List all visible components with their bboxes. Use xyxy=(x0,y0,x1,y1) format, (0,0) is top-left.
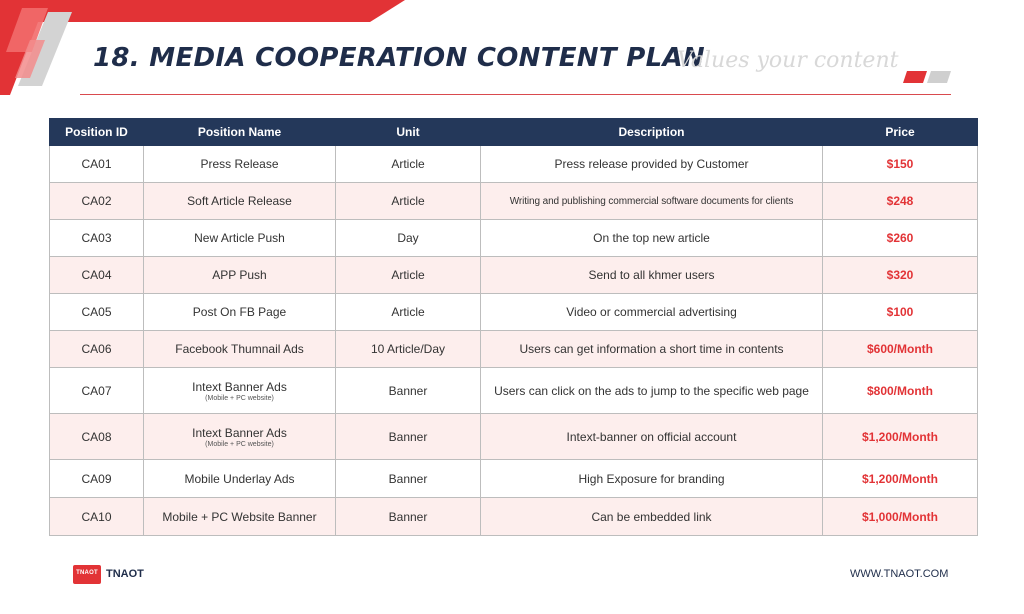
position-name: Intext Banner Ads xyxy=(192,379,287,394)
table-row xyxy=(50,460,978,498)
position-name-note: (Mobile + PC website) xyxy=(205,394,274,402)
position-id: CA05 xyxy=(50,294,144,331)
table-row xyxy=(50,257,978,294)
price: $600/Month xyxy=(823,331,978,368)
table-row xyxy=(50,498,978,536)
position-name-cell xyxy=(144,368,336,414)
title-divider xyxy=(80,94,951,95)
position-id: CA09 xyxy=(50,460,144,498)
position-name: Post On FB Page xyxy=(144,294,336,331)
content-plan-table xyxy=(49,118,978,536)
price: $150 xyxy=(823,146,978,183)
price: $1,200/Month xyxy=(823,460,978,498)
table-row xyxy=(50,220,978,257)
position-id: CA03 xyxy=(50,220,144,257)
description: Users can get information a short time in contents xyxy=(481,331,823,368)
table-row xyxy=(50,368,978,414)
description: Can be embedded link xyxy=(481,498,823,536)
position-id: CA07 xyxy=(50,368,144,414)
tnaot-logo xyxy=(73,565,101,584)
table-row xyxy=(50,414,978,460)
price: $1,200/Month xyxy=(823,414,978,460)
description: Press release provided by Customer xyxy=(481,146,823,183)
table-row xyxy=(50,294,978,331)
unit: Article xyxy=(336,294,481,331)
logo-text: TNAOT xyxy=(76,570,98,576)
unit: Banner xyxy=(336,368,481,414)
unit: Banner xyxy=(336,460,481,498)
description: Users can click on the ads to jump to the specific web page xyxy=(481,368,823,414)
column-header: Unit xyxy=(336,119,481,146)
page-title: 18. MEDIA COOPERATION CONTENT PLAN xyxy=(93,43,705,73)
position-id: CA10 xyxy=(50,498,144,536)
table-row xyxy=(50,146,978,183)
position-id: CA06 xyxy=(50,331,144,368)
position-name: New Article Push xyxy=(144,220,336,257)
unit: Banner xyxy=(336,414,481,460)
table-row xyxy=(50,331,978,368)
unit: 10 Article/Day xyxy=(336,331,481,368)
unit: Day xyxy=(336,220,481,257)
position-id: CA01 xyxy=(50,146,144,183)
price: $1,000/Month xyxy=(823,498,978,536)
unit: Banner xyxy=(336,498,481,536)
price: $248 xyxy=(823,183,978,220)
position-name-cell xyxy=(144,414,336,460)
column-header: Description xyxy=(481,119,823,146)
column-header: Price xyxy=(823,119,978,146)
position-name: Press Release xyxy=(144,146,336,183)
brand-name: TNAOT xyxy=(106,568,144,580)
unit: Article xyxy=(336,146,481,183)
description: High Exposure for branding xyxy=(481,460,823,498)
position-name: Intext Banner Ads xyxy=(192,425,287,440)
price: $800/Month xyxy=(823,368,978,414)
unit: Article xyxy=(336,183,481,220)
unit: Article xyxy=(336,257,481,294)
column-header: Position Name xyxy=(144,119,336,146)
price: $260 xyxy=(823,220,978,257)
description: Writing and publishing commercial software documents for clients xyxy=(481,183,823,220)
column-header: Position ID xyxy=(50,119,144,146)
position-name: Mobile Underlay Ads xyxy=(144,460,336,498)
position-name: Soft Article Release xyxy=(144,183,336,220)
position-name: APP Push xyxy=(144,257,336,294)
price: $320 xyxy=(823,257,978,294)
position-id: CA04 xyxy=(50,257,144,294)
price: $100 xyxy=(823,294,978,331)
website-url: WWW.TNAOT.COM xyxy=(850,568,949,580)
position-name: Facebook Thumnail Ads xyxy=(144,331,336,368)
description: On the top new article xyxy=(481,220,823,257)
position-name-note: (Mobile + PC website) xyxy=(205,440,274,448)
position-id: CA08 xyxy=(50,414,144,460)
description: Video or commercial advertising xyxy=(481,294,823,331)
accent-flags xyxy=(903,71,951,83)
position-id: CA02 xyxy=(50,183,144,220)
table-header-row xyxy=(50,119,978,146)
tagline: Values your content xyxy=(677,48,899,73)
description: Send to all khmer users xyxy=(481,257,823,294)
table-row xyxy=(50,183,978,220)
description: Intext-banner on official account xyxy=(481,414,823,460)
position-name: Mobile + PC Website Banner xyxy=(144,498,336,536)
